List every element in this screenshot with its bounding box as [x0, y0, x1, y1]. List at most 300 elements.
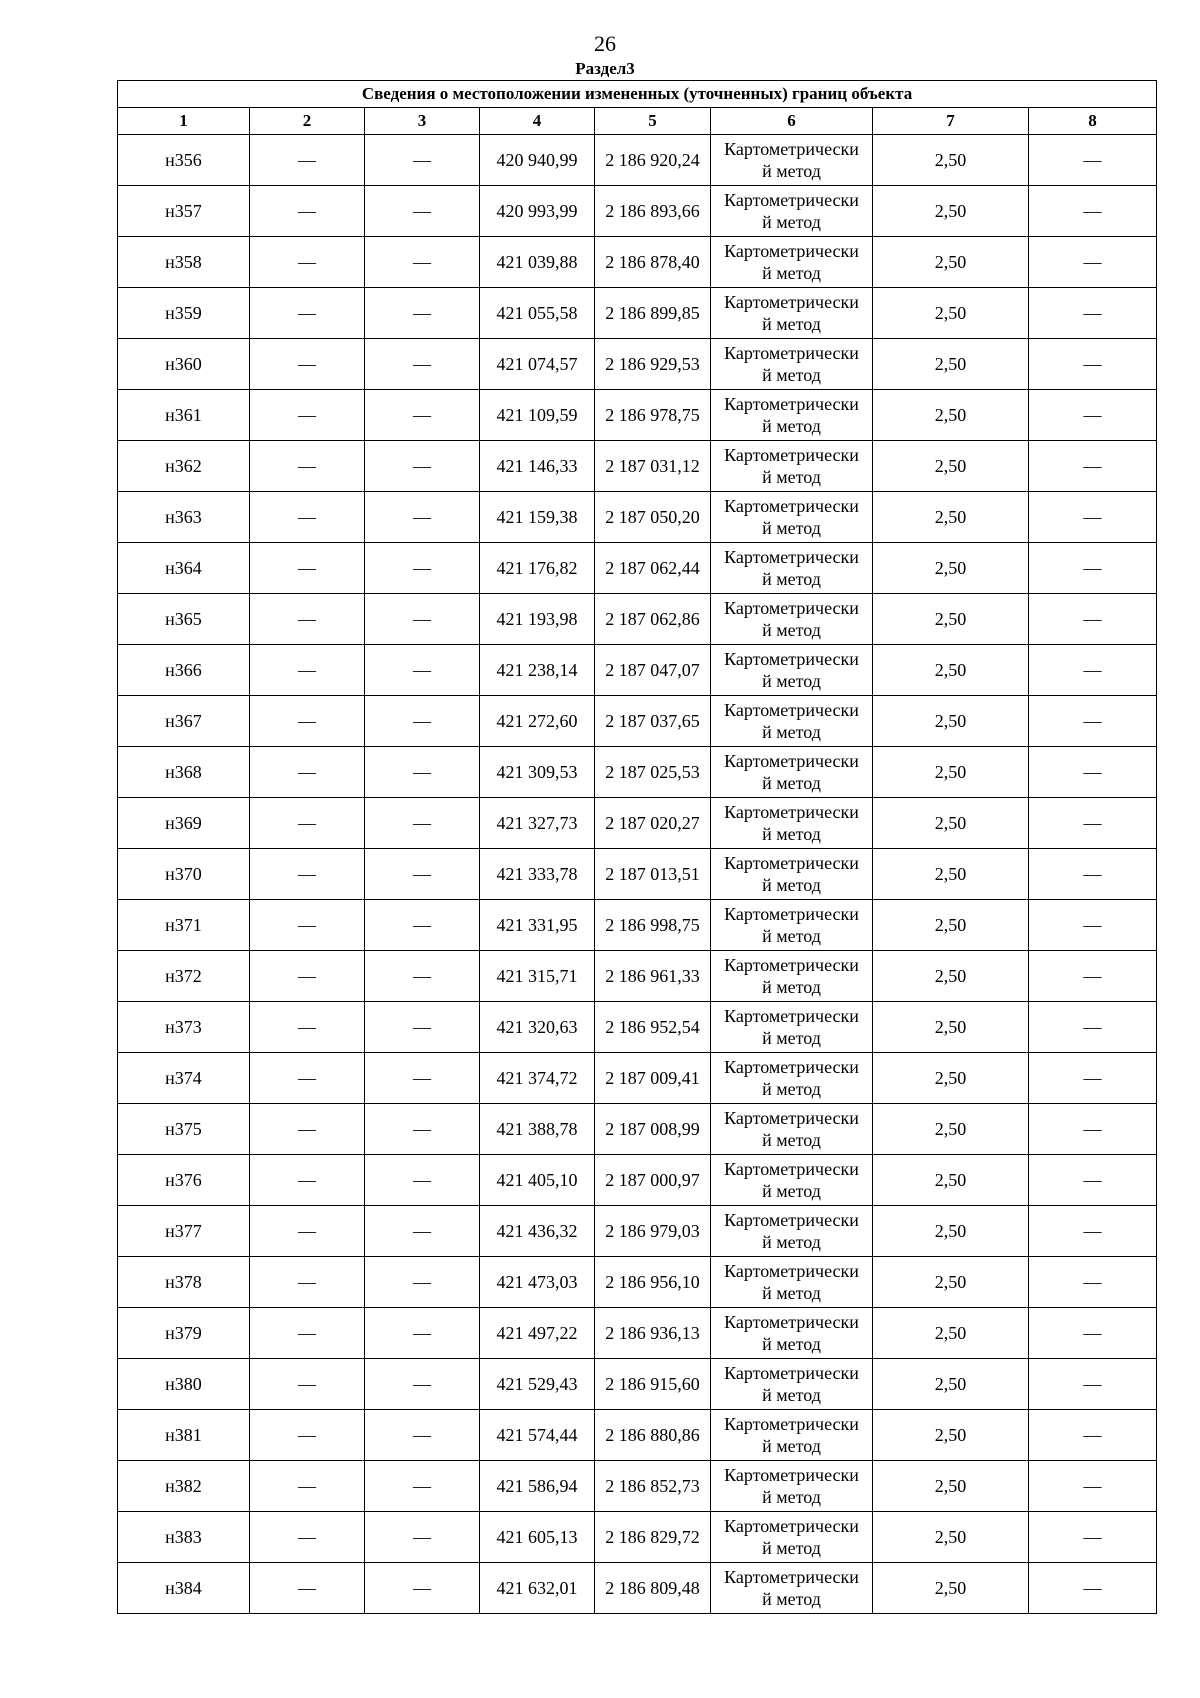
point-cell: н383	[118, 1512, 250, 1563]
y-coordinate-cell: 2 186 929,53	[595, 339, 711, 390]
column-3-cell: —	[365, 1308, 480, 1359]
method-line-2: й метод	[762, 722, 821, 742]
column-2-cell: —	[250, 1104, 365, 1155]
column-8-cell: —	[1029, 900, 1157, 951]
method-cell	[711, 237, 873, 288]
y-coordinate-cell: 2 186 956,10	[595, 1257, 711, 1308]
column-2-cell: —	[250, 186, 365, 237]
method-cell	[711, 1206, 873, 1257]
method-line-1: Картометрически	[724, 1465, 859, 1485]
method-line-1: Картометрически	[724, 1516, 859, 1536]
table-row	[118, 1104, 1157, 1155]
method-line-2: й метод	[762, 620, 821, 640]
point-cell: н366	[118, 645, 250, 696]
column-2-cell: —	[250, 1155, 365, 1206]
accuracy-cell: 2,50	[873, 798, 1029, 849]
column-8-cell: —	[1029, 645, 1157, 696]
table-row	[118, 135, 1157, 186]
column-3-cell: —	[365, 747, 480, 798]
point-cell: н363	[118, 492, 250, 543]
method-cell	[711, 594, 873, 645]
table-row	[118, 339, 1157, 390]
column-number-row	[118, 108, 1157, 135]
method-line-1: Картометрически	[724, 343, 859, 363]
method-line-1: Картометрически	[724, 1006, 859, 1026]
column-8-cell: —	[1029, 1053, 1157, 1104]
method-cell	[711, 1410, 873, 1461]
method-line-2: й метод	[762, 1079, 821, 1099]
table-row	[118, 492, 1157, 543]
method-line-1: Картометрически	[724, 1567, 859, 1587]
method-cell	[711, 288, 873, 339]
y-coordinate-cell: 2 187 047,07	[595, 645, 711, 696]
table-row	[118, 1512, 1157, 1563]
method-line-2: й метод	[762, 212, 821, 232]
column-8-cell: —	[1029, 543, 1157, 594]
y-coordinate-cell: 2 187 009,41	[595, 1053, 711, 1104]
method-line-2: й метод	[762, 1232, 821, 1252]
point-cell: н376	[118, 1155, 250, 1206]
table-row	[118, 696, 1157, 747]
x-coordinate-cell: 421 405,10	[480, 1155, 595, 1206]
point-cell: н368	[118, 747, 250, 798]
method-cell	[711, 186, 873, 237]
x-coordinate-cell: 421 193,98	[480, 594, 595, 645]
point-cell: н380	[118, 1359, 250, 1410]
column-2-cell: —	[250, 1359, 365, 1410]
column-3-cell: —	[365, 1563, 480, 1614]
method-cell	[711, 1155, 873, 1206]
column-2-cell: —	[250, 747, 365, 798]
column-8-cell: —	[1029, 1563, 1157, 1614]
method-line-1: Картометрически	[724, 1057, 859, 1077]
column-8-cell: —	[1029, 135, 1157, 186]
point-cell: н364	[118, 543, 250, 594]
column-8-cell: —	[1029, 441, 1157, 492]
method-line-1: Картометрически	[724, 1108, 859, 1128]
column-8-cell: —	[1029, 1512, 1157, 1563]
y-coordinate-cell: 2 187 025,53	[595, 747, 711, 798]
table-row	[118, 645, 1157, 696]
table-row	[118, 288, 1157, 339]
y-coordinate-cell: 2 186 979,03	[595, 1206, 711, 1257]
method-line-2: й метод	[762, 926, 821, 946]
x-coordinate-cell: 421 331,95	[480, 900, 595, 951]
method-line-2: й метод	[762, 1436, 821, 1456]
x-coordinate-cell: 421 632,01	[480, 1563, 595, 1614]
method-cell	[711, 747, 873, 798]
method-line-2: й метод	[762, 263, 821, 283]
column-number-4: 4	[480, 108, 595, 135]
column-number-3: 3	[365, 108, 480, 135]
method-cell	[711, 1053, 873, 1104]
x-coordinate-cell: 421 146,33	[480, 441, 595, 492]
method-line-2: й метод	[762, 824, 821, 844]
column-8-cell: —	[1029, 1257, 1157, 1308]
column-8-cell: —	[1029, 696, 1157, 747]
y-coordinate-cell: 2 187 037,65	[595, 696, 711, 747]
method-line-1: Картометрически	[724, 1210, 859, 1230]
table-row	[118, 1308, 1157, 1359]
column-8-cell: —	[1029, 186, 1157, 237]
accuracy-cell: 2,50	[873, 1257, 1029, 1308]
accuracy-cell: 2,50	[873, 1308, 1029, 1359]
column-8-cell: —	[1029, 288, 1157, 339]
method-cell	[711, 1308, 873, 1359]
method-cell	[711, 339, 873, 390]
method-line-1: Картометрически	[724, 547, 859, 567]
y-coordinate-cell: 2 186 852,73	[595, 1461, 711, 1512]
method-line-1: Картометрически	[724, 190, 859, 210]
method-line-1: Картометрически	[724, 598, 859, 618]
method-line-2: й метод	[762, 1283, 821, 1303]
point-cell: н358	[118, 237, 250, 288]
table-row	[118, 594, 1157, 645]
y-coordinate-cell: 2 187 062,44	[595, 543, 711, 594]
method-line-2: й метод	[762, 467, 821, 487]
table-row	[118, 951, 1157, 1002]
x-coordinate-cell: 421 238,14	[480, 645, 595, 696]
point-cell: н381	[118, 1410, 250, 1461]
accuracy-cell: 2,50	[873, 339, 1029, 390]
accuracy-cell: 2,50	[873, 645, 1029, 696]
column-8-cell: —	[1029, 1461, 1157, 1512]
column-2-cell: —	[250, 1461, 365, 1512]
accuracy-cell: 2,50	[873, 1410, 1029, 1461]
point-cell: н359	[118, 288, 250, 339]
method-line-2: й метод	[762, 569, 821, 589]
column-2-cell: —	[250, 1002, 365, 1053]
accuracy-cell: 2,50	[873, 747, 1029, 798]
column-8-cell: —	[1029, 1359, 1157, 1410]
method-line-1: Картометрически	[724, 1312, 859, 1332]
accuracy-cell: 2,50	[873, 1155, 1029, 1206]
x-coordinate-cell: 421 327,73	[480, 798, 595, 849]
column-3-cell: —	[365, 135, 480, 186]
method-cell	[711, 1257, 873, 1308]
point-cell: н384	[118, 1563, 250, 1614]
method-cell	[711, 645, 873, 696]
column-8-cell: —	[1029, 1410, 1157, 1461]
column-8-cell: —	[1029, 237, 1157, 288]
y-coordinate-cell: 2 186 893,66	[595, 186, 711, 237]
accuracy-cell: 2,50	[873, 186, 1029, 237]
method-line-1: Картометрически	[724, 751, 859, 771]
table-body	[118, 135, 1157, 1614]
accuracy-cell: 2,50	[873, 696, 1029, 747]
table-row	[118, 237, 1157, 288]
column-3-cell: —	[365, 1257, 480, 1308]
column-2-cell: —	[250, 492, 365, 543]
method-line-2: й метод	[762, 365, 821, 385]
method-line-2: й метод	[762, 314, 821, 334]
column-number-6: 6	[711, 108, 873, 135]
column-2-cell: —	[250, 1563, 365, 1614]
x-coordinate-cell: 421 574,44	[480, 1410, 595, 1461]
method-line-1: Картометрически	[724, 1159, 859, 1179]
column-2-cell: —	[250, 339, 365, 390]
accuracy-cell: 2,50	[873, 1104, 1029, 1155]
method-cell	[711, 1104, 873, 1155]
column-3-cell: —	[365, 951, 480, 1002]
section-title: Раздел3	[575, 59, 635, 78]
column-2-cell: —	[250, 849, 365, 900]
x-coordinate-cell: 421 374,72	[480, 1053, 595, 1104]
point-cell: н370	[118, 849, 250, 900]
column-3-cell: —	[365, 1512, 480, 1563]
point-cell: н357	[118, 186, 250, 237]
method-cell	[711, 900, 873, 951]
column-3-cell: —	[365, 543, 480, 594]
column-8-cell: —	[1029, 747, 1157, 798]
accuracy-cell: 2,50	[873, 492, 1029, 543]
y-coordinate-cell: 2 187 062,86	[595, 594, 711, 645]
page-number: 26	[594, 31, 616, 56]
x-coordinate-cell: 421 436,32	[480, 1206, 595, 1257]
column-2-cell: —	[250, 1308, 365, 1359]
column-2-cell: —	[250, 900, 365, 951]
method-line-1: Картометрически	[724, 853, 859, 873]
column-2-cell: —	[250, 135, 365, 186]
column-number-1: 1	[118, 108, 250, 135]
column-3-cell: —	[365, 237, 480, 288]
column-3-cell: —	[365, 390, 480, 441]
method-cell	[711, 798, 873, 849]
y-coordinate-cell: 2 186 915,60	[595, 1359, 711, 1410]
method-line-2: й метод	[762, 1538, 821, 1558]
accuracy-cell: 2,50	[873, 288, 1029, 339]
accuracy-cell: 2,50	[873, 1512, 1029, 1563]
table-row	[118, 1410, 1157, 1461]
column-2-cell: —	[250, 798, 365, 849]
method-cell	[711, 1359, 873, 1410]
x-coordinate-cell: 421 605,13	[480, 1512, 595, 1563]
x-coordinate-cell: 421 039,88	[480, 237, 595, 288]
point-cell: н378	[118, 1257, 250, 1308]
column-number-7: 7	[873, 108, 1029, 135]
method-line-1: Картометрически	[724, 292, 859, 312]
method-line-1: Картометрически	[724, 139, 859, 159]
x-coordinate-cell: 421 309,53	[480, 747, 595, 798]
table-row	[118, 186, 1157, 237]
column-3-cell: —	[365, 594, 480, 645]
x-coordinate-cell: 421 176,82	[480, 543, 595, 594]
column-8-cell: —	[1029, 1104, 1157, 1155]
column-2-cell: —	[250, 645, 365, 696]
x-coordinate-cell: 421 497,22	[480, 1308, 595, 1359]
column-number-5: 5	[595, 108, 711, 135]
y-coordinate-cell: 2 187 031,12	[595, 441, 711, 492]
column-3-cell: —	[365, 849, 480, 900]
method-line-2: й метод	[762, 1487, 821, 1507]
column-3-cell: —	[365, 900, 480, 951]
method-line-2: й метод	[762, 1181, 821, 1201]
table-row	[118, 1053, 1157, 1104]
method-line-2: й метод	[762, 518, 821, 538]
y-coordinate-cell: 2 187 000,97	[595, 1155, 711, 1206]
y-coordinate-cell: 2 186 880,86	[595, 1410, 711, 1461]
column-3-cell: —	[365, 798, 480, 849]
method-line-1: Картометрически	[724, 700, 859, 720]
x-coordinate-cell: 420 993,99	[480, 186, 595, 237]
column-2-cell: —	[250, 237, 365, 288]
point-cell: н374	[118, 1053, 250, 1104]
point-cell: н373	[118, 1002, 250, 1053]
y-coordinate-cell: 2 187 050,20	[595, 492, 711, 543]
method-line-1: Картометрически	[724, 496, 859, 516]
method-cell	[711, 1512, 873, 1563]
column-3-cell: —	[365, 186, 480, 237]
method-cell	[711, 1002, 873, 1053]
column-3-cell: —	[365, 1410, 480, 1461]
y-coordinate-cell: 2 186 920,24	[595, 135, 711, 186]
x-coordinate-cell: 421 586,94	[480, 1461, 595, 1512]
method-cell	[711, 135, 873, 186]
table-row	[118, 900, 1157, 951]
column-3-cell: —	[365, 288, 480, 339]
x-coordinate-cell: 421 159,38	[480, 492, 595, 543]
column-number-2: 2	[250, 108, 365, 135]
point-cell: н371	[118, 900, 250, 951]
method-cell	[711, 390, 873, 441]
x-coordinate-cell: 421 473,03	[480, 1257, 595, 1308]
method-line-1: Картометрически	[724, 1414, 859, 1434]
x-coordinate-cell: 421 333,78	[480, 849, 595, 900]
table-row	[118, 798, 1157, 849]
accuracy-cell: 2,50	[873, 135, 1029, 186]
method-line-1: Картометрически	[724, 649, 859, 669]
y-coordinate-cell: 2 186 878,40	[595, 237, 711, 288]
x-coordinate-cell: 421 315,71	[480, 951, 595, 1002]
point-cell: н365	[118, 594, 250, 645]
method-cell	[711, 441, 873, 492]
table-caption: Сведения о местоположении измененных (уточненных) границ объекта	[118, 81, 1157, 108]
column-8-cell: —	[1029, 339, 1157, 390]
table-row	[118, 1563, 1157, 1614]
method-line-2: й метод	[762, 161, 821, 181]
method-line-2: й метод	[762, 1385, 821, 1405]
method-line-1: Картометрически	[724, 802, 859, 822]
method-line-2: й метод	[762, 1028, 821, 1048]
column-2-cell: —	[250, 1512, 365, 1563]
column-3-cell: —	[365, 645, 480, 696]
column-8-cell: —	[1029, 849, 1157, 900]
method-cell	[711, 1563, 873, 1614]
table-row	[118, 1257, 1157, 1308]
accuracy-cell: 2,50	[873, 1206, 1029, 1257]
table-row	[118, 1155, 1157, 1206]
method-line-2: й метод	[762, 1130, 821, 1150]
y-coordinate-cell: 2 186 998,75	[595, 900, 711, 951]
column-2-cell: —	[250, 288, 365, 339]
column-3-cell: —	[365, 1002, 480, 1053]
table-row	[118, 1359, 1157, 1410]
method-cell	[711, 951, 873, 1002]
y-coordinate-cell: 2 186 978,75	[595, 390, 711, 441]
column-2-cell: —	[250, 594, 365, 645]
y-coordinate-cell: 2 186 809,48	[595, 1563, 711, 1614]
point-cell: н382	[118, 1461, 250, 1512]
table-row	[118, 1206, 1157, 1257]
x-coordinate-cell: 420 940,99	[480, 135, 595, 186]
point-cell: н361	[118, 390, 250, 441]
method-line-1: Картометрически	[724, 1363, 859, 1383]
x-coordinate-cell: 421 529,43	[480, 1359, 595, 1410]
table-row	[118, 543, 1157, 594]
x-coordinate-cell: 421 272,60	[480, 696, 595, 747]
y-coordinate-cell: 2 186 961,33	[595, 951, 711, 1002]
column-2-cell: —	[250, 543, 365, 594]
column-3-cell: —	[365, 1359, 480, 1410]
accuracy-cell: 2,50	[873, 1563, 1029, 1614]
column-3-cell: —	[365, 1206, 480, 1257]
accuracy-cell: 2,50	[873, 1359, 1029, 1410]
accuracy-cell: 2,50	[873, 441, 1029, 492]
method-line-2: й метод	[762, 1334, 821, 1354]
accuracy-cell: 2,50	[873, 1053, 1029, 1104]
column-2-cell: —	[250, 696, 365, 747]
y-coordinate-cell: 2 187 008,99	[595, 1104, 711, 1155]
method-cell	[711, 849, 873, 900]
column-3-cell: —	[365, 492, 480, 543]
method-cell	[711, 696, 873, 747]
column-8-cell: —	[1029, 1308, 1157, 1359]
point-cell: н367	[118, 696, 250, 747]
method-line-2: й метод	[762, 416, 821, 436]
y-coordinate-cell: 2 186 936,13	[595, 1308, 711, 1359]
column-number-8: 8	[1029, 108, 1157, 135]
accuracy-cell: 2,50	[873, 900, 1029, 951]
y-coordinate-cell: 2 186 899,85	[595, 288, 711, 339]
table-row	[118, 1002, 1157, 1053]
point-cell: н379	[118, 1308, 250, 1359]
column-3-cell: —	[365, 1053, 480, 1104]
method-line-2: й метод	[762, 773, 821, 793]
y-coordinate-cell: 2 186 829,72	[595, 1512, 711, 1563]
column-8-cell: —	[1029, 1206, 1157, 1257]
accuracy-cell: 2,50	[873, 594, 1029, 645]
method-line-1: Картометрически	[724, 904, 859, 924]
method-line-1: Картометрически	[724, 394, 859, 414]
x-coordinate-cell: 421 320,63	[480, 1002, 595, 1053]
method-line-2: й метод	[762, 875, 821, 895]
column-8-cell: —	[1029, 492, 1157, 543]
y-coordinate-cell: 2 187 020,27	[595, 798, 711, 849]
table-row	[118, 1461, 1157, 1512]
column-3-cell: —	[365, 1155, 480, 1206]
accuracy-cell: 2,50	[873, 543, 1029, 594]
column-3-cell: —	[365, 339, 480, 390]
y-coordinate-cell: 2 187 013,51	[595, 849, 711, 900]
column-2-cell: —	[250, 1053, 365, 1104]
method-cell	[711, 492, 873, 543]
column-2-cell: —	[250, 441, 365, 492]
column-3-cell: —	[365, 1104, 480, 1155]
table-row	[118, 747, 1157, 798]
method-line-1: Картометрически	[724, 955, 859, 975]
column-3-cell: —	[365, 441, 480, 492]
x-coordinate-cell: 421 388,78	[480, 1104, 595, 1155]
accuracy-cell: 2,50	[873, 390, 1029, 441]
column-2-cell: —	[250, 1206, 365, 1257]
table-row	[118, 390, 1157, 441]
point-cell: н377	[118, 1206, 250, 1257]
x-coordinate-cell: 421 109,59	[480, 390, 595, 441]
method-line-2: й метод	[762, 671, 821, 691]
column-3-cell: —	[365, 1461, 480, 1512]
column-8-cell: —	[1029, 1155, 1157, 1206]
method-line-1: Картометрически	[724, 241, 859, 261]
